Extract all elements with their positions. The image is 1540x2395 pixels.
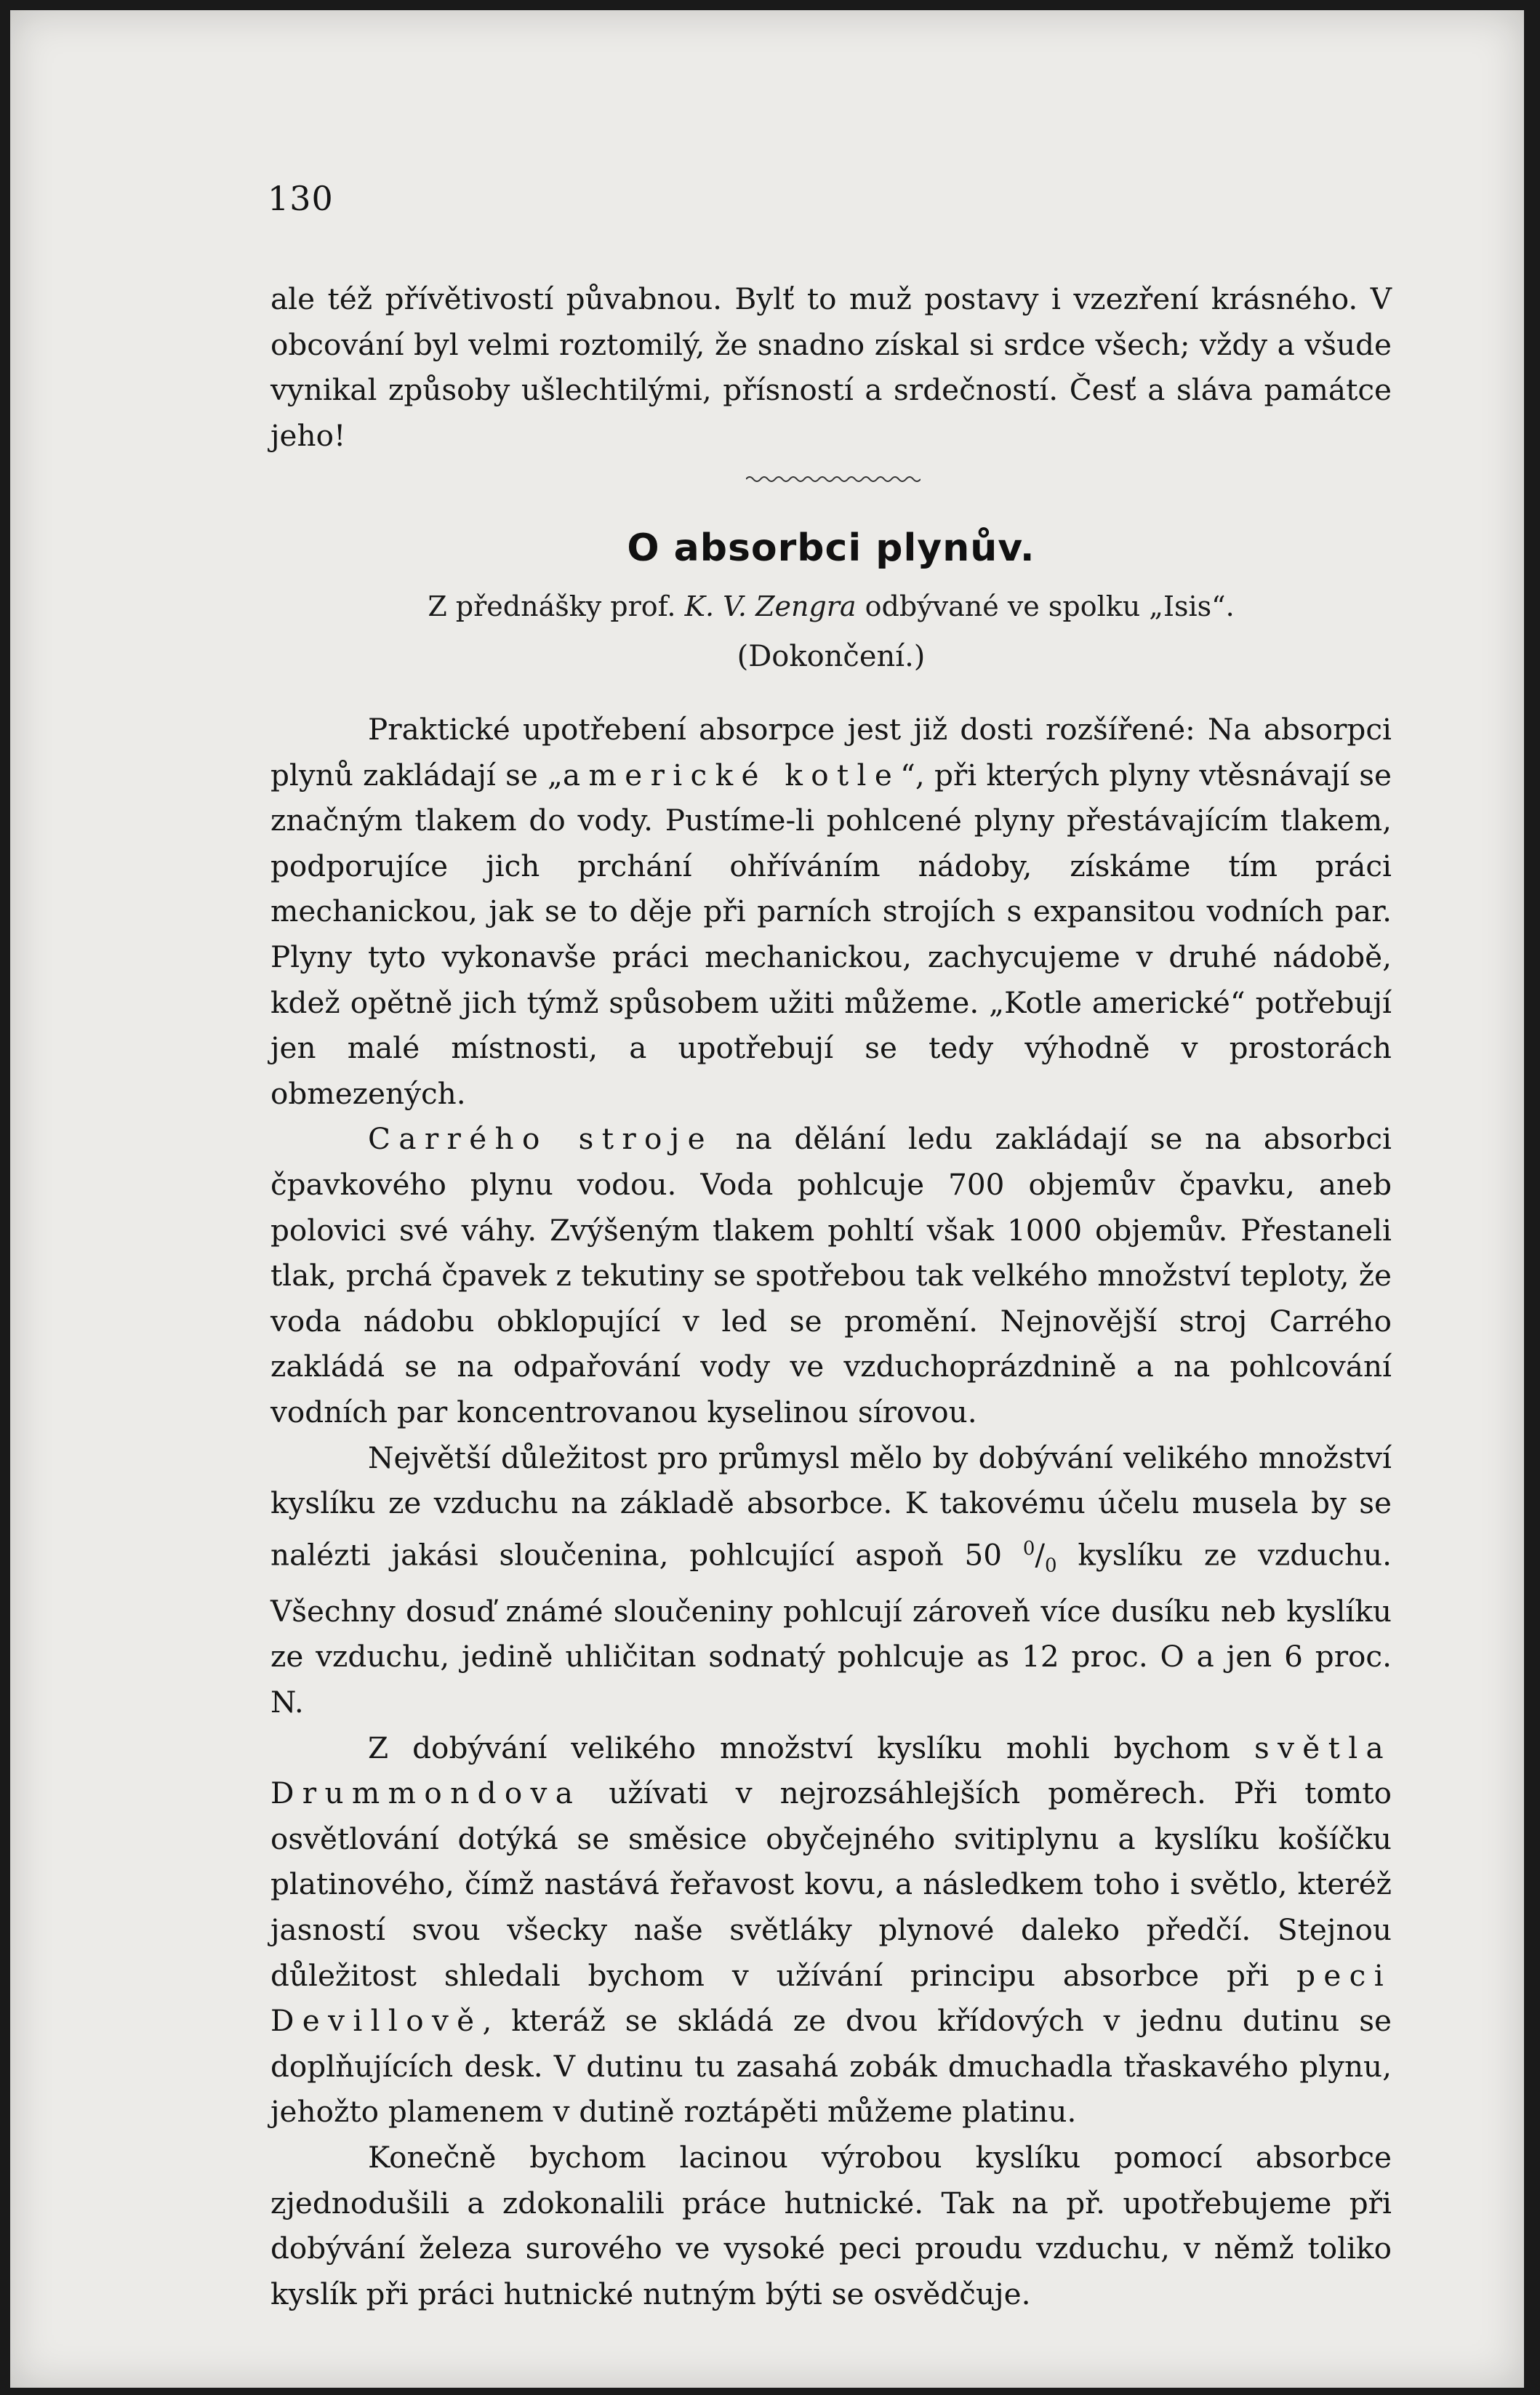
intro-text: ale též přívětivostí půvabnou. Bylť to muž postavy i vzezření krásného. V obcování byl velmi roztomilý, že snadno získal si srdce všech; vždy a všude vynikal způsoby ušlechtilými, přísností a srdečností. Česť a sláva památce jeho! — [270, 281, 1392, 453]
subtitle-prefix: Z přednášky prof. — [428, 590, 676, 622]
percent-slash: / — [1035, 1537, 1046, 1573]
paragraph-4 — [270, 1725, 1392, 2135]
paragraph-5: Konečně bychom lacinou výrobou kyslíku pomocí absorbce zjednodušili a zdokonalili práce hutnické. Tak na př. upotřebujeme při dobývání železa surového ve vysoké peci proudu vzduchu, v němž toliko kyslík při práci hutnické nutným býti se osvědčuje. — [270, 2140, 1392, 2311]
percent-sub: 0 — [1045, 1554, 1057, 1577]
page-number: 130 — [268, 179, 334, 218]
p4-spaced-term-1: světla Drummondova — [270, 1730, 1392, 1811]
p4-text-a: Z dobývání velikého množství kyslíku mohli bychom — [368, 1730, 1254, 1765]
p1-text-a: Praktické upotřebení absorpce jest již dosti rozšířené: Na absorpci plynů zakládají se „ — [270, 712, 1392, 793]
decorative-wavy-rule — [746, 473, 921, 486]
p3-text-a: Největší důležitost pro průmysl mělo by dobývání velikého množství kyslíku ze vzduchu na základě absorbce. K takovému účelu musela by se nalézti jakási sloučenina, pohlcující aspoň 50 — [270, 1440, 1392, 1573]
intro-paragraph — [270, 276, 1392, 458]
paragraph-1 — [270, 707, 1392, 1116]
p4-text-c: , kteráž se skládá ze dvou křídových v jednu dutinu se doplňujících desk. V dutinu tu zasahá zobák dmuchadla třaskavého plynu, jehožto plamenem v dutině roztápěti můžeme platinu. — [270, 2003, 1392, 2130]
article-body — [270, 707, 1392, 2316]
continuation-note: (Dokončení.) — [737, 640, 926, 673]
page-sheet — [10, 10, 1524, 2388]
p4-spaced-term-2: peci Devillově — [270, 1957, 1392, 2039]
article-title: O absorbci plynův. — [627, 526, 1035, 570]
p2-text: na dělání ledu zakládají se na absorbci čpavkového plynu vodou. Voda pohlcuje 700 objemův čpavku, aneb polovici své váhy. Zvýšeným tlakem pohltí však 1000 objemův. Přestaneli tlak, prchá čpavek z tekutiny se spotřebou tak velkého množství teploty, že voda nádobu obklopující v led se promění. Nejnovější stroj Carrého zakládá se na odpařování vody ve vzduchoprázdnině a na pohlcování vodních par koncentrovanou kyselinou sírovou. — [270, 1121, 1392, 1429]
p4-text-b: užívati v nejrozsáhlejších poměrech. Při tomto osvětlování dotýká se směsice obyčejného svitiplynu a kyslíku košíčku platinového, čímž nastává řeřavost kovu, a následkem toho i světlo, kteréž jasností svou všecky naše světláky plynové daleko předčí. Stejnou důležitost shledali bychom v užívání principu absorbce při — [270, 1776, 1392, 1993]
p3-text-b: kyslíku ze vzduchu. Všechny dosuď známé sloučeniny pohlcují zároveň více dusíku neb kyslíku ze vzduchu, jedině uhličitan sodnatý pohlcuje as 12 proc. O a jen 6 proc. N. — [270, 1537, 1392, 1720]
article-subtitle — [270, 590, 1392, 622]
paragraph-2 — [270, 1116, 1392, 1435]
p2-spaced-term: Carrého stroje — [368, 1121, 713, 1157]
p1-spaced-term: americké kotle — [563, 757, 901, 793]
p1-text-b: “, při kterých plyny vtěsnávají se značným tlakem do vody. Pustíme-li pohlcené plyny přestávajícím tlakem, podporujíce jich prchání ohříváním nádoby, získáme tím práci mechanickou, jak se to děje při parních strojích s expansitou vodních par. Plyny tyto vykonavše práci mechanickou, zachycujeme v druhé nádobě, kdež opětně jich týmž spůsobem užiti můžeme. „Kotle americké“ potřebují jen malé místnosti, a upotřebují se tedy výhodně v prostorách obmezených. — [270, 757, 1392, 1111]
paragraph-3 — [270, 1435, 1392, 1725]
percent-sup: 0 — [1022, 1537, 1035, 1560]
subtitle-author: K. V. Zengra — [684, 590, 857, 622]
subtitle-suffix: odbývané ve spolku „Isis“. — [865, 590, 1235, 622]
